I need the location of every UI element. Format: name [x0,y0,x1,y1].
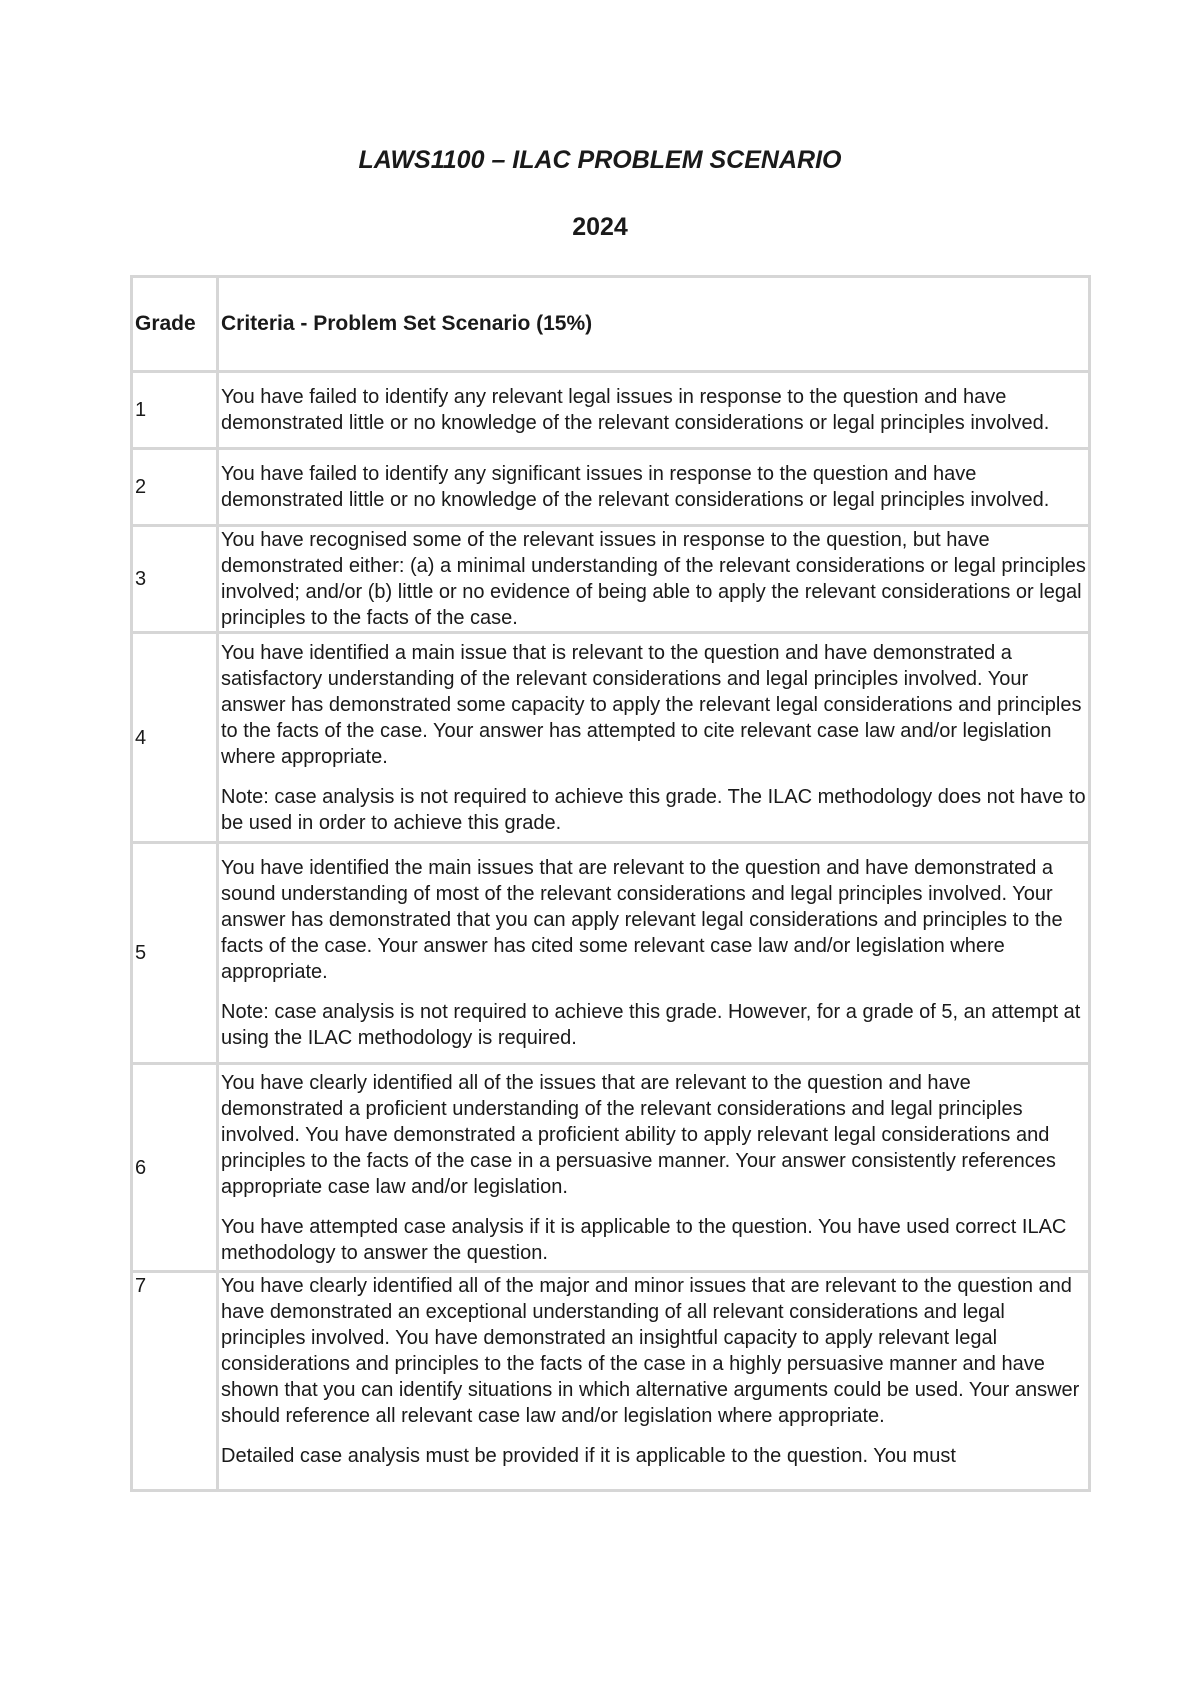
criteria-cell [218,843,1090,1064]
criteria-text: You have identified the main issues that are relevant to the question and have demonstrated a sound understanding of most of the relevant considerations and legal principles involved. Your answer has demonstrated that you can apply relevant legal considerations and principles to the facts of the case. Your answer has cited some relevant case law and/or legislation where appropriate. [221,857,1063,983]
table-row [132,449,1090,526]
table-header-row [132,277,1090,372]
table-row [132,1064,1090,1272]
criteria-note: You have attempted case analysis if it is applicable to the question. You have used correct ILAC methodology to answer the question. [221,1215,1067,1264]
table-row [132,1272,1090,1491]
grading-rubric-table [130,275,1091,1492]
table-row [132,843,1090,1064]
table-row [132,633,1090,843]
grade-cell: 1 [132,372,218,449]
criteria-note: Note: case analysis is not required to achieve this grade. However, for a grade of 5, an attempt at using the ILAC methodology is required. [221,1001,1081,1049]
grade-cell: 2 [132,449,218,526]
grade-cell: 6 [132,1064,218,1272]
criteria-text: You have failed to identify any significant issues in response to the question and have demonstrated little or no knowledge of the relevant considerations or legal principles involved. [221,463,1050,511]
criteria-column-header: Criteria - Problem Set Scenario (15%) [218,277,1090,372]
criteria-note: Note: case analysis is not required to achieve this grade. The ILAC methodology does not have to be used in order to achieve this grade. [221,785,1086,834]
criteria-cell [218,1272,1090,1491]
criteria-cell [218,1064,1090,1272]
criteria-note: Detailed case analysis must be provided if it is applicable to the question. You must [221,1445,956,1467]
table-row [132,526,1090,633]
table-row [132,372,1090,449]
criteria-text: You have identified a main issue that is relevant to the question and have demonstrated a satisfactory understanding of the relevant considerations and legal principles involved. Your answer has demonstrated some capacity to apply the relevant legal considerations and principles to the facts of the case. Your answer has attempted to cite relevant case law and/or legislation where appropriate. [221,641,1082,768]
document-title: LAWS1100 – ILAC PROBLEM SCENARIO [358,146,842,174]
grade-cell: 4 [132,633,218,843]
criteria-cell [218,372,1090,449]
criteria-text: You have clearly identified all of the issues that are relevant to the question and have demonstrated a proficient understanding of the relevant considerations and legal principles involved. You have demonstrated a proficient ability to apply relevant legal considerations and principles to the facts of the case in a persuasive manner. Your answer consistently references appropriate case law and/or legislation. [221,1071,1056,1198]
grade-column-header: Grade [132,277,218,372]
document-year: 2024 [572,213,628,241]
criteria-cell [218,633,1090,843]
criteria-text: You have recognised some of the relevant issues in response to the question, but have demonstrated either: (a) a minimal understanding of the relevant considerations or legal principles involved; and/or (b) little or no evidence of being able to apply the relevant considerations or legal principles to the facts of the case. [221,529,1086,629]
criteria-text: You have failed to identify any relevant legal issues in response to the question and have demonstrated little or no knowledge of the relevant considerations or legal principles involved. [221,386,1050,434]
grade-cell: 3 [132,526,218,633]
criteria-cell [218,526,1090,633]
grade-cell: 5 [132,843,218,1064]
grade-cell: 7 [132,1272,218,1491]
criteria-text: You have clearly identified all of the major and minor issues that are relevant to the question and have demonstrated an exceptional understanding of all relevant considerations and legal principles involved. You have demonstrated an insightful capacity to apply relevant legal considerations and principles to the facts of the case in a highly persuasive manner and have shown that you can identify situations in which alternative arguments could be used. Your answer should reference all relevant case law and/or legislation where appropriate. [221,1275,1080,1427]
criteria-cell [218,449,1090,526]
